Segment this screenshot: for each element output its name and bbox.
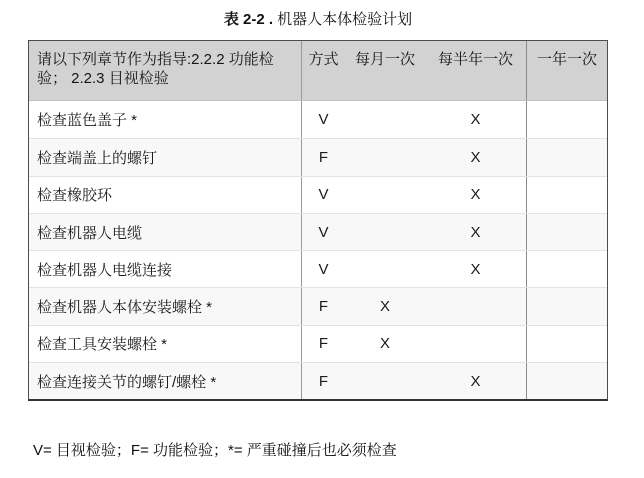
- row-method-value: F: [301, 326, 345, 362]
- row-monthly-mark: X: [379, 298, 390, 316]
- table-header-row: [29, 41, 607, 101]
- row-halfyear-mark: X: [470, 372, 481, 390]
- header-yearly-cell: 一年一次: [526, 41, 607, 100]
- row-monthly-mark: [345, 214, 425, 250]
- row-monthly-mark: [345, 101, 425, 138]
- row-method-value: V: [301, 214, 345, 250]
- row-item-label: 检查连接关节的螺钉/螺栓 *: [37, 373, 217, 391]
- header-halfyear-cell: 每半年一次: [437, 51, 513, 68]
- row-yearly-mark: [526, 101, 607, 138]
- header-method-cell: 方式: [301, 41, 345, 100]
- row-halfyear-mark: [425, 326, 526, 362]
- table-row: [29, 325, 607, 362]
- table-row: [29, 287, 607, 324]
- row-monthly-mark: [345, 251, 425, 287]
- table-row: [29, 213, 607, 250]
- row-method-value: F: [301, 363, 345, 399]
- row-item-label: 检查蓝色盖子 *: [37, 112, 138, 130]
- row-item-label: 检查机器人本体安装螺栓 *: [37, 299, 213, 317]
- table-row: [29, 176, 607, 213]
- row-monthly-mark: [345, 363, 425, 399]
- header-guide-cell: 请以下列章节作为指导:2.2.2 功能检验； 2.2.3 目视检验: [37, 51, 274, 87]
- row-halfyear-mark: X: [470, 148, 481, 166]
- row-method-value: V: [301, 101, 345, 138]
- row-halfyear-mark: X: [470, 260, 481, 278]
- row-monthly-mark: [345, 177, 425, 213]
- row-halfyear-mark: X: [470, 186, 481, 204]
- row-monthly-mark: [345, 139, 425, 175]
- inspection-plan-table: [28, 40, 608, 401]
- row-yearly-mark: [526, 214, 607, 250]
- row-yearly-mark: [526, 177, 607, 213]
- row-method-value: F: [301, 288, 345, 324]
- row-yearly-mark: [526, 326, 607, 362]
- table-row: [29, 250, 607, 287]
- row-monthly-mark: X: [379, 335, 390, 353]
- row-halfyear-mark: [425, 288, 526, 324]
- table-caption-text: 机器人本体检验计划: [277, 11, 413, 28]
- table-row: [29, 138, 607, 175]
- row-item-label: 检查端盖上的螺钉: [37, 149, 158, 167]
- row-item-label: 检查橡胶环: [37, 187, 113, 205]
- row-halfyear-mark: X: [470, 223, 481, 241]
- table-row: [29, 101, 607, 138]
- row-yearly-mark: [526, 139, 607, 175]
- row-yearly-mark: [526, 363, 607, 399]
- row-item-label: 检查机器人电缆: [37, 224, 143, 242]
- table-body: [29, 101, 607, 399]
- row-halfyear-mark: X: [470, 111, 481, 129]
- row-method-value: V: [301, 177, 345, 213]
- legend-text: V= 目视检验；F= 功能检验；*= 严重碰撞后也必须检查: [33, 442, 397, 459]
- table-caption-number: 表 2-2 .: [223, 11, 273, 28]
- header-monthly-cell: 每月一次: [354, 51, 415, 68]
- row-method-value: V: [301, 251, 345, 287]
- row-yearly-mark: [526, 288, 607, 324]
- table-row: [29, 362, 607, 399]
- row-item-label: 检查工具安装螺栓 *: [37, 336, 168, 354]
- row-method-value: F: [301, 139, 345, 175]
- table-caption: [28, 11, 608, 29]
- row-item-label: 检查机器人电缆连接: [37, 261, 173, 279]
- row-yearly-mark: [526, 251, 607, 287]
